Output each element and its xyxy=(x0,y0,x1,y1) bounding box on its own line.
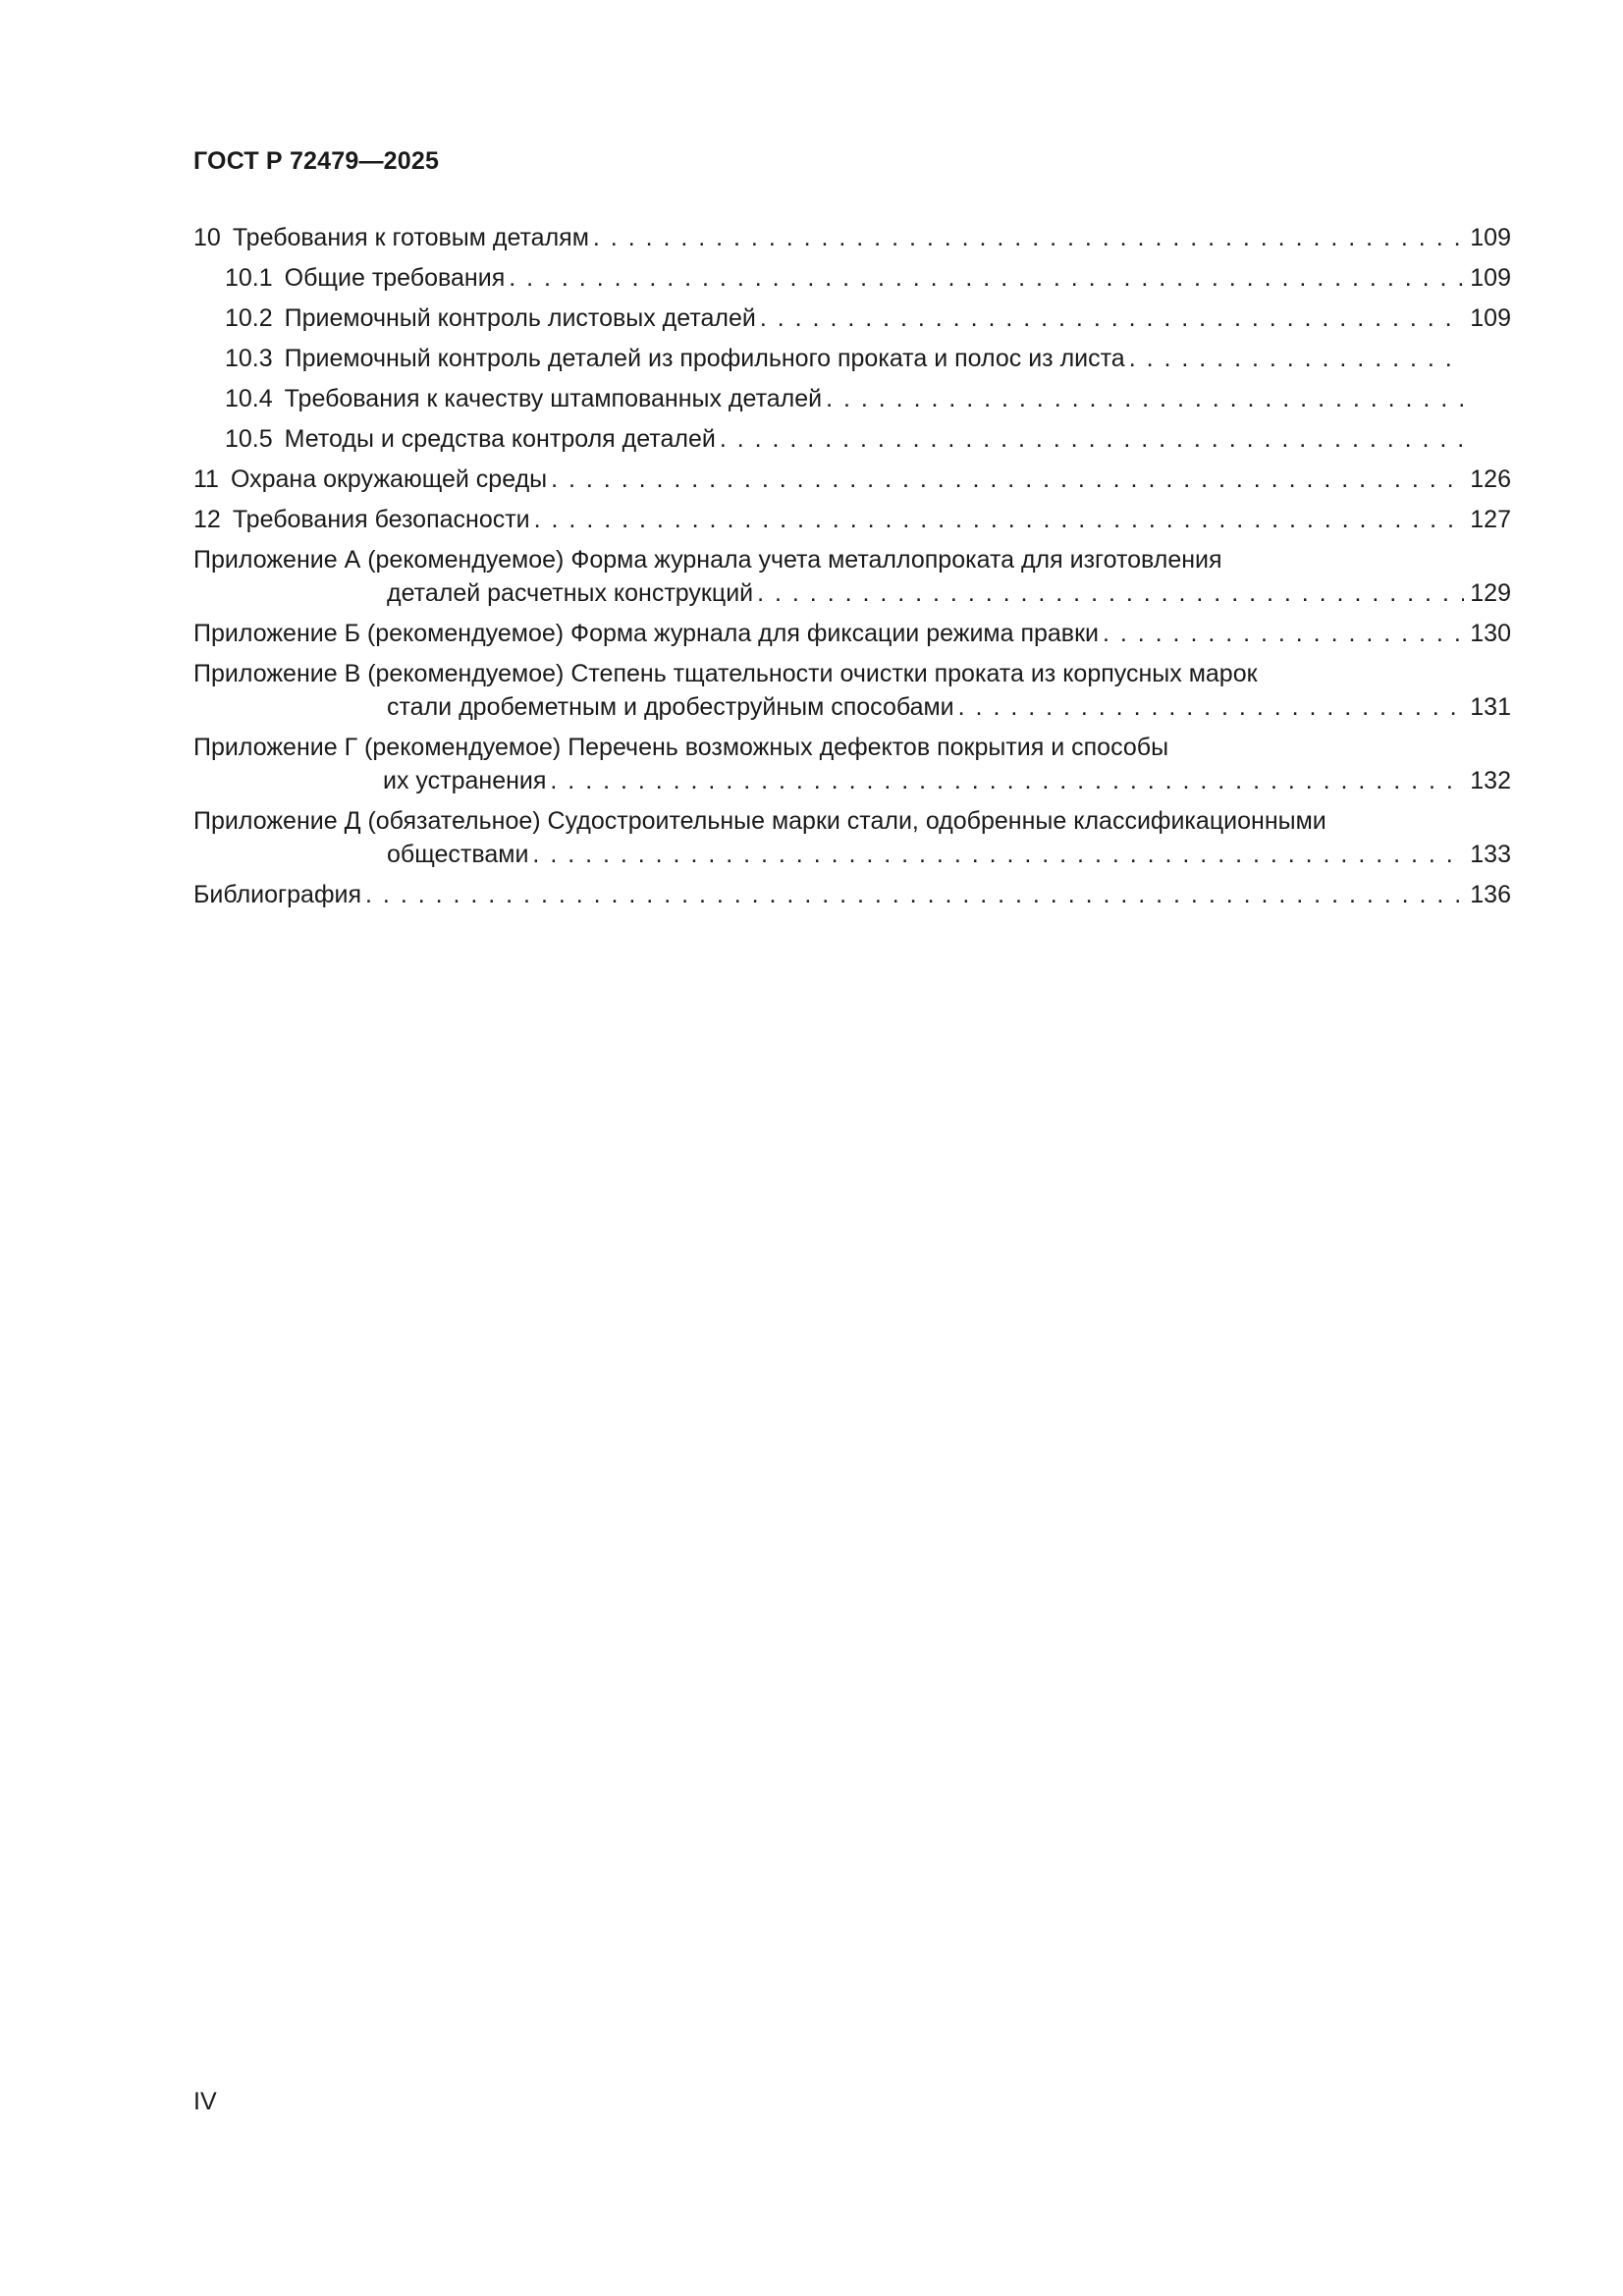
toc-item-number: 12 xyxy=(193,506,221,533)
toc-item-number: 11 xyxy=(193,465,219,493)
toc-item-12[interactable] xyxy=(193,503,1511,536)
toc-appendix-continuation xyxy=(193,690,1511,724)
toc-item-title: Общие требования xyxy=(284,264,506,292)
toc-leader-dots xyxy=(720,422,1464,456)
toc-item-number: 10.3 xyxy=(225,345,273,372)
toc-leader-dots xyxy=(593,221,1464,254)
toc-leader-dots xyxy=(532,838,1464,871)
toc-bibliography[interactable] xyxy=(193,878,1511,911)
toc-appendix-continuation xyxy=(193,764,1511,797)
page-number-footer: IV xyxy=(193,2088,217,2115)
toc-item-page: 133 xyxy=(1470,841,1511,868)
toc-item-page: 109 xyxy=(1470,224,1511,251)
toc-item-number: 10 xyxy=(193,224,221,251)
toc-leader-dots xyxy=(1129,342,1464,375)
toc-leader-dots xyxy=(1103,617,1464,650)
toc-appendix-g[interactable] xyxy=(193,731,1511,797)
toc-leader-dots xyxy=(757,576,1464,610)
toc-item-10-1[interactable] xyxy=(193,261,1511,295)
toc-leader-dots xyxy=(826,382,1464,415)
toc-item-title: Приемочный контроль листовых деталей xyxy=(284,304,756,332)
toc-appendix-title: стали дробеметным и дробеструйным способами xyxy=(387,693,954,721)
toc-item-title: Методы и средства контроля деталей xyxy=(284,425,716,453)
toc-appendix-heading: Приложение В (рекомендуемое) Степень тщательности очистки проката из корпусных марок xyxy=(193,660,1258,687)
toc-leader-dots xyxy=(551,463,1464,496)
toc-item-number: 10.2 xyxy=(225,304,273,332)
toc-appendix-heading: Приложение Д (обязательное) Судостроительные марки стали, одобренные классификационными xyxy=(193,807,1326,835)
toc-appendix-d[interactable] xyxy=(193,804,1511,871)
toc-appendix-heading: Приложение Г (рекомендуемое) Перечень возможных дефектов покрытия и способы xyxy=(193,734,1169,761)
toc-appendix-title: их устранения xyxy=(383,767,547,794)
toc-leader-dots xyxy=(550,764,1464,797)
toc-leader-dots xyxy=(760,301,1464,335)
toc-leader-dots xyxy=(365,878,1464,911)
toc-item-10-4[interactable] xyxy=(193,382,1511,415)
toc-leader-dots xyxy=(534,503,1464,536)
toc-item-page: 126 xyxy=(1470,465,1511,493)
toc-item-10-2[interactable] xyxy=(193,301,1511,335)
toc-item-page: 127 xyxy=(1470,506,1511,533)
document-header: ГОСТ Р 72479—2025 xyxy=(193,147,440,175)
toc-leader-dots xyxy=(509,261,1464,295)
toc-item-10-5[interactable] xyxy=(193,422,1511,456)
toc-item-title: Требования безопасности xyxy=(232,506,530,533)
toc-item-11[interactable] xyxy=(193,463,1511,496)
toc-item-page: 109 xyxy=(1470,264,1511,292)
toc-item-page: 109 xyxy=(1470,304,1511,332)
toc-item-page: 130 xyxy=(1470,620,1511,647)
toc-item-page: 131 xyxy=(1470,693,1511,721)
toc-appendix-heading: Приложение А (рекомендуемое) Форма журнала учета металлопроката для изготовления xyxy=(193,546,1222,574)
toc-item-10-3[interactable] xyxy=(193,342,1511,375)
toc-item-number: 10.5 xyxy=(225,425,273,453)
toc-item-title: Требования к готовым деталям xyxy=(232,224,589,251)
table-of-contents xyxy=(193,221,1511,918)
toc-item-10[interactable] xyxy=(193,221,1511,254)
toc-appendix-a[interactable] xyxy=(193,543,1511,610)
toc-appendix-v[interactable] xyxy=(193,657,1511,724)
toc-appendix-b[interactable] xyxy=(193,617,1511,650)
toc-item-number: 10.1 xyxy=(225,264,273,292)
toc-item-title: Охрана окружающей среды xyxy=(230,465,548,493)
toc-appendix-continuation xyxy=(193,576,1511,610)
toc-item-number: 10.4 xyxy=(225,385,273,412)
toc-appendix-continuation xyxy=(193,838,1511,871)
toc-item-title: Приемочный контроль деталей из профильного проката и полос из листа xyxy=(284,345,1125,372)
toc-item-page: 129 xyxy=(1470,579,1511,607)
toc-item-page: 136 xyxy=(1470,881,1511,908)
toc-bibliography-title: Библиография xyxy=(193,881,362,908)
toc-appendix-title: деталей расчетных конструкций xyxy=(387,579,754,607)
toc-appendix-heading: Приложение Б (рекомендуемое) Форма журнала для фиксации режима правки xyxy=(193,620,1099,647)
toc-appendix-title: обществами xyxy=(387,841,529,868)
toc-item-page: 132 xyxy=(1470,767,1511,794)
toc-leader-dots xyxy=(958,690,1464,724)
toc-item-title: Требования к качеству штампованных деталей xyxy=(284,385,823,412)
